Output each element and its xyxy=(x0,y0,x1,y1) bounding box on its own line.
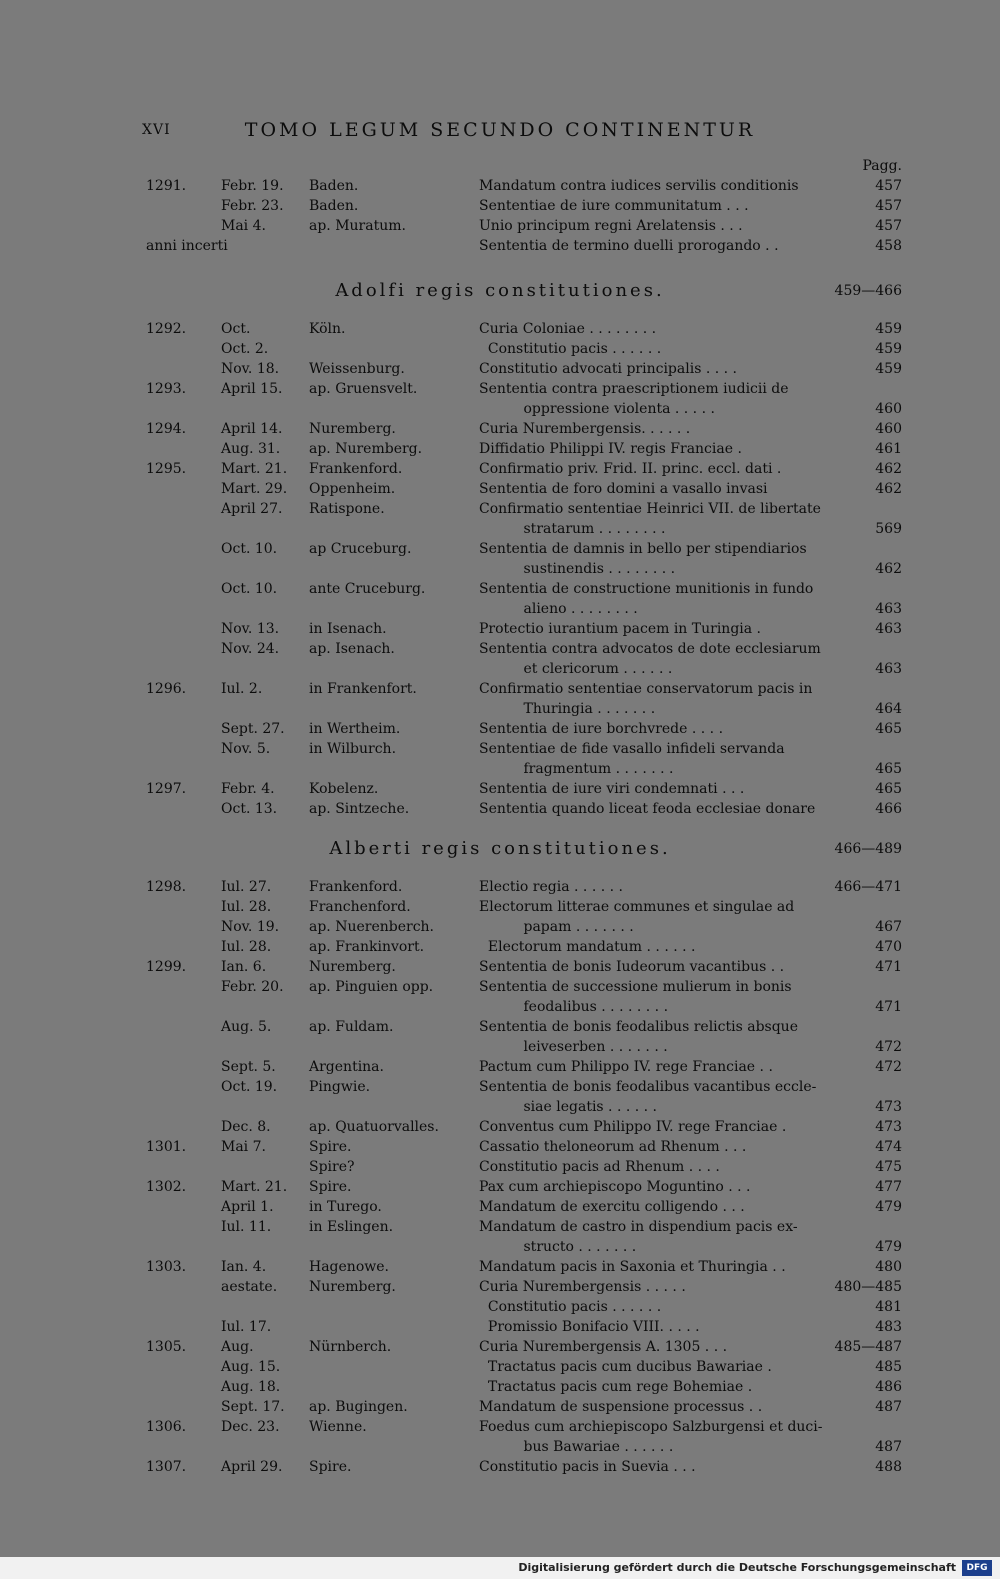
entry-title: Electorum litterae communes et singulae ad xyxy=(479,899,795,915)
entry-place: ap. Sintzeche. xyxy=(309,801,410,817)
entry-date: Nov. 5. xyxy=(221,741,271,757)
toc-row xyxy=(0,400,902,418)
entry-title: Mandatum de suspensione processus . . xyxy=(479,1399,763,1415)
entry-date: Sept. 27. xyxy=(221,721,285,737)
toc-row xyxy=(0,1058,902,1076)
entry-year: 1303. xyxy=(146,1259,187,1275)
entry-date: Oct. 13. xyxy=(221,801,278,817)
section-range-adolfi: 459—466 xyxy=(834,283,902,299)
entry-title: Sententia de foro domini a vasallo invasi xyxy=(479,481,768,497)
entry-date: Dec. 23. xyxy=(221,1419,280,1435)
entry-place: in Wertheim. xyxy=(309,721,401,737)
toc-row xyxy=(0,700,902,718)
entry-page: 473 xyxy=(875,1119,902,1135)
toc-row xyxy=(0,440,902,458)
toc-row xyxy=(0,1198,902,1216)
entry-page: 462 xyxy=(875,561,902,577)
toc-row xyxy=(0,580,902,598)
entry-page: 460 xyxy=(875,421,902,437)
entry-year: 1295. xyxy=(146,461,187,477)
entry-page: 471 xyxy=(875,999,902,1015)
toc-row xyxy=(0,1438,902,1456)
entry-title: Confirmatio sententiae Heinrici VII. de libertate xyxy=(479,501,821,517)
entry-year: 1294. xyxy=(146,421,187,437)
entry-title: Pax cum archiepiscopo Moguntino . . . xyxy=(479,1179,751,1195)
entry-date: Aug. xyxy=(221,1339,254,1355)
entry-title: leiveserben . . . . . . . xyxy=(479,1039,668,1055)
entry-title: Sententiae de iure communitatum . . . xyxy=(479,198,749,214)
running-head: TOMO LEGUM SECUNDO CONTINENTUR xyxy=(244,119,756,141)
entry-title: Sententia de successione mulierum in bonis xyxy=(479,979,792,995)
entry-year: 1293. xyxy=(146,381,187,397)
entry-title: Sententia de constructione munitionis in fundo xyxy=(479,581,814,597)
entry-page: 459 xyxy=(875,321,902,337)
entry-page: 459 xyxy=(875,361,902,377)
toc-row xyxy=(0,197,902,215)
entry-title: Constitutio pacis ad Rhenum . . . . xyxy=(479,1159,720,1175)
toc-row xyxy=(0,878,902,896)
entry-date: Nov. 18. xyxy=(221,361,280,377)
entry-page: 464 xyxy=(875,701,902,717)
entry-page: 477 xyxy=(875,1179,902,1195)
entry-page: 483 xyxy=(875,1319,902,1335)
toc-row xyxy=(0,660,902,678)
entry-year: 1305. xyxy=(146,1339,187,1355)
toc-row xyxy=(0,1258,902,1276)
entry-title: Confirmatio priv. Frid. II. princ. eccl. dati . xyxy=(479,461,782,477)
entry-date: Oct. 10. xyxy=(221,541,278,557)
entry-date: April 29. xyxy=(221,1459,283,1475)
entry-date: Febr. 20. xyxy=(221,979,284,995)
entry-year: 1306. xyxy=(146,1419,187,1435)
entry-title: stratarum . . . . . . . . xyxy=(479,521,666,537)
entry-year: 1298. xyxy=(146,879,187,895)
entry-place: ap. Nuerenberch. xyxy=(309,919,435,935)
entry-date: Oct. xyxy=(221,321,251,337)
entry-title: Electorum mandatum . . . . . . xyxy=(479,939,696,955)
entry-page: 465 xyxy=(875,761,902,777)
entry-place: Baden. xyxy=(309,178,359,194)
entry-year: 1299. xyxy=(146,959,187,975)
entry-place: ap Cruceburg. xyxy=(309,541,412,557)
entry-date: Sept. 17. xyxy=(221,1399,285,1415)
toc-row xyxy=(0,640,902,658)
entry-title: Curia Coloniae . . . . . . . . xyxy=(479,321,657,337)
entry-place: in Wilburch. xyxy=(309,741,397,757)
entry-place: ap. Gruensvelt. xyxy=(309,381,418,397)
entry-place: Pingwie. xyxy=(309,1079,371,1095)
toc-row xyxy=(0,938,902,956)
entry-title: Curia Nurembergensis. . . . . . xyxy=(479,421,691,437)
entry-page: 487 xyxy=(875,1399,902,1415)
toc-row xyxy=(0,760,902,778)
entry-date: Nov. 19. xyxy=(221,919,280,935)
entry-place: Argentina. xyxy=(309,1059,384,1075)
entry-date: Iul. 17. xyxy=(221,1319,272,1335)
entry-place: Spire. xyxy=(309,1139,352,1155)
entry-place: Spire. xyxy=(309,1459,352,1475)
entry-page: 465 xyxy=(875,781,902,797)
toc-row xyxy=(0,1278,902,1296)
entry-place: Oppenheim. xyxy=(309,481,396,497)
toc-row xyxy=(0,1218,902,1236)
entry-title: Sententia de damnis in bello per stipendiarios xyxy=(479,541,807,557)
toc-row xyxy=(0,680,902,698)
entry-place: Spire. xyxy=(309,1179,352,1195)
entry-title: Promissio Bonifacio VIII. . . . . xyxy=(479,1319,700,1335)
entry-title: Sententia de termino duelli prorogando . . xyxy=(479,238,779,254)
entry-title: structo . . . . . . . xyxy=(479,1239,637,1255)
entry-place: ap. Quatuorvalles. xyxy=(309,1119,439,1135)
entry-place: ap. Nuremberg. xyxy=(309,441,423,457)
entry-page: 458 xyxy=(875,238,902,254)
entry-date: Oct. 2. xyxy=(221,341,269,357)
footer-bar xyxy=(0,1557,1000,1579)
entry-place: Frankenford. xyxy=(309,461,403,477)
entry-place: ap. Isenach. xyxy=(309,641,395,657)
entry-title: papam . . . . . . . xyxy=(479,919,634,935)
entry-page: 481 xyxy=(875,1299,902,1315)
entry-date: Febr. 4. xyxy=(221,781,275,797)
entry-title: Sententia contra advocatos de dote ecclesiarum xyxy=(479,641,821,657)
entry-page: 485—487 xyxy=(834,1339,902,1355)
entry-place: ante Cruceburg. xyxy=(309,581,426,597)
entry-title: Diffidatio Philippi IV. regis Franciae . xyxy=(479,441,742,457)
entry-title: et clericorum . . . . . . xyxy=(479,661,673,677)
entry-title: Sententia quando liceat feoda ecclesiae donare xyxy=(479,801,816,817)
entry-page: 569 xyxy=(875,521,902,537)
entry-page: 474 xyxy=(875,1139,902,1155)
toc-row xyxy=(0,217,902,235)
toc-row xyxy=(0,420,902,438)
entry-page: 480 xyxy=(875,1259,902,1275)
entry-title: Sententia de bonis feodalibus relictis absque xyxy=(479,1019,798,1035)
entry-page: 466 xyxy=(875,801,902,817)
entry-place: ap. Muratum. xyxy=(309,218,406,234)
toc-row xyxy=(0,1358,902,1376)
toc-row xyxy=(0,1318,902,1336)
entry-page: 459 xyxy=(875,341,902,357)
toc-row xyxy=(0,620,902,638)
toc-row xyxy=(0,540,902,558)
toc-row xyxy=(0,1378,902,1396)
entry-place: in Eslingen. xyxy=(309,1219,394,1235)
toc-row xyxy=(0,800,902,818)
entry-page: 467 xyxy=(875,919,902,935)
toc-row xyxy=(0,600,902,618)
entry-title: feodalibus . . . . . . . . xyxy=(479,999,669,1015)
entry-place: Frankenford. xyxy=(309,879,403,895)
entry-place: Spire? xyxy=(309,1159,355,1175)
entry-title: bus Bawariae . . . . . . xyxy=(479,1439,674,1455)
toc-row xyxy=(0,380,902,398)
section-range-alberti: 466—489 xyxy=(834,841,902,857)
toc-row xyxy=(0,520,902,538)
entry-year: anni incerti xyxy=(146,238,228,254)
entry-place: Baden. xyxy=(309,198,359,214)
toc-row xyxy=(0,898,902,916)
entry-place: ap. Bugingen. xyxy=(309,1399,408,1415)
entry-page: 479 xyxy=(875,1239,902,1255)
entry-title: siae legatis . . . . . . xyxy=(479,1099,658,1115)
section-title-alberti: Alberti regis constitutiones. xyxy=(329,838,671,859)
entry-title: Mandatum de exercitu colligendo . . . xyxy=(479,1199,745,1215)
entry-date: Aug. 15. xyxy=(221,1359,281,1375)
entry-place: Köln. xyxy=(309,321,346,337)
entry-page: 480—485 xyxy=(834,1279,902,1295)
entry-place: Franchenford. xyxy=(309,899,411,915)
entry-place: Nuremberg. xyxy=(309,1279,396,1295)
entry-page: 465 xyxy=(875,721,902,737)
entry-title: Curia Nurembergensis A. 1305 . . . xyxy=(479,1339,728,1355)
toc-row xyxy=(0,1178,902,1196)
toc-row xyxy=(0,320,902,338)
entry-page: 486 xyxy=(875,1379,902,1395)
entry-place: Nuremberg. xyxy=(309,959,396,975)
entry-date: Aug. 31. xyxy=(221,441,281,457)
entry-year: 1292. xyxy=(146,321,187,337)
entry-title: Sententia de bonis feodalibus vacantibus eccle- xyxy=(479,1079,817,1095)
entry-title: Tractatus pacis cum ducibus Bawariae . xyxy=(479,1359,772,1375)
entry-page: 479 xyxy=(875,1199,902,1215)
entry-date: Oct. 19. xyxy=(221,1079,278,1095)
toc-row xyxy=(0,1298,902,1316)
entry-page: 472 xyxy=(875,1039,902,1055)
toc-row xyxy=(0,1338,902,1356)
section-title-adolfi: Adolfi regis constitutiones. xyxy=(335,280,665,301)
entry-title: Constitutio pacis . . . . . . xyxy=(479,1299,662,1315)
toc-row xyxy=(0,1138,902,1156)
toc-row xyxy=(0,1418,902,1436)
toc-row xyxy=(0,1118,902,1136)
entry-title: Tractatus pacis cum rege Bohemiae . xyxy=(479,1379,753,1395)
toc-row xyxy=(0,918,902,936)
entry-page: 461 xyxy=(875,441,902,457)
footer-credit: Digitalisierung gefördert durch die Deutsche Forschungsgemeinschaft xyxy=(518,1561,956,1574)
entry-page: 457 xyxy=(875,198,902,214)
entry-title: Conventus cum Philippo IV. rege Franciae . xyxy=(479,1119,787,1135)
entry-year: 1297. xyxy=(146,781,187,797)
entry-place: Nürnberch. xyxy=(309,1339,392,1355)
entry-page: 471 xyxy=(875,959,902,975)
entry-page: 462 xyxy=(875,481,902,497)
entry-date: aestate. xyxy=(221,1279,278,1295)
entry-title: Mandatum pacis in Saxonia et Thuringia . . xyxy=(479,1259,786,1275)
toc-row xyxy=(0,1038,902,1056)
entry-title: alieno . . . . . . . . xyxy=(479,601,638,617)
entry-date: April 15. xyxy=(221,381,283,397)
entry-date: Mart. 21. xyxy=(221,461,288,477)
entry-page: 487 xyxy=(875,1439,902,1455)
entry-title: Electio regia . . . . . . xyxy=(479,879,623,895)
toc-row xyxy=(0,500,902,518)
toc-row xyxy=(0,1398,902,1416)
entry-title: Constitutio advocati principalis . . . . xyxy=(479,361,737,377)
entry-date: Iul. 28. xyxy=(221,899,272,915)
entry-date: Iul. 11. xyxy=(221,1219,272,1235)
entry-title: Constitutio pacis in Suevia . . . xyxy=(479,1459,696,1475)
entry-page: 466—471 xyxy=(834,879,902,895)
toc-row xyxy=(0,1238,902,1256)
entry-title: Unio principum regni Arelatensis . . . xyxy=(479,218,743,234)
toc-row xyxy=(0,978,902,996)
entry-page: 473 xyxy=(875,1099,902,1115)
entry-place: ap. Fuldam. xyxy=(309,1019,394,1035)
entry-date: April 14. xyxy=(221,421,283,437)
entry-page: 457 xyxy=(875,178,902,194)
entry-title: Pactum cum Philippo IV. rege Franciae . . xyxy=(479,1059,773,1075)
entry-place: in Isenach. xyxy=(309,621,387,637)
entry-title: Constitutio pacis . . . . . . xyxy=(479,341,662,357)
toc-row xyxy=(0,1458,902,1476)
entry-page: 470 xyxy=(875,939,902,955)
entry-place: Kobelenz. xyxy=(309,781,379,797)
entry-place: Weissenburg. xyxy=(309,361,405,377)
page-number: XVI xyxy=(142,122,171,138)
entry-title: oppressione violenta . . . . . xyxy=(479,401,715,417)
entry-title: Foedus cum archiepiscopo Salzburgensi et duci- xyxy=(479,1419,823,1435)
entry-date: Oct. 10. xyxy=(221,581,278,597)
entry-date: Mai 7. xyxy=(221,1139,266,1155)
entry-date: Iul. 28. xyxy=(221,939,272,955)
pagg-label: Pagg. xyxy=(862,158,902,174)
entry-title: Mandatum de castro in dispendium pacis ex- xyxy=(479,1219,798,1235)
entry-date: Mai 4. xyxy=(221,218,266,234)
toc-row xyxy=(0,720,902,738)
entry-title: Thuringia . . . . . . . xyxy=(479,701,656,717)
entry-title: Cassatio theloneorum ad Rhenum . . . xyxy=(479,1139,747,1155)
toc-row xyxy=(0,1018,902,1036)
entry-place: in Frankenfort. xyxy=(309,681,417,697)
entry-title: Sententia de bonis Iudeorum vacantibus . . xyxy=(479,959,785,975)
toc-row xyxy=(0,1078,902,1096)
entry-title: Protectio iurantium pacem in Turingia . xyxy=(479,621,762,637)
entry-date: Aug. 5. xyxy=(221,1019,272,1035)
entry-year: 1291. xyxy=(146,178,187,194)
entry-page: 488 xyxy=(875,1459,902,1475)
toc-row xyxy=(0,1158,902,1176)
entry-place: Wienne. xyxy=(309,1419,367,1435)
entry-date: Ian. 4. xyxy=(221,1259,267,1275)
entry-date: April 27. xyxy=(221,501,283,517)
entry-date: Febr. 23. xyxy=(221,198,284,214)
entry-year: 1302. xyxy=(146,1179,187,1195)
toc-row xyxy=(0,340,902,358)
entry-date: Dec. 8. xyxy=(221,1119,271,1135)
toc-row xyxy=(0,958,902,976)
entry-title: Sententia contra praescriptionem iudicii de xyxy=(479,381,789,397)
entry-date: Febr. 19. xyxy=(221,178,284,194)
entry-page: 485 xyxy=(875,1359,902,1375)
entry-date: Aug. 18. xyxy=(221,1379,281,1395)
toc-row xyxy=(0,560,902,578)
entry-title: Sententiae de fide vasallo infideli servanda xyxy=(479,741,785,757)
dfg-logo: DFG xyxy=(962,1560,992,1576)
entry-date: Iul. 2. xyxy=(221,681,263,697)
entry-title: Mandatum contra iudices servilis conditionis xyxy=(479,178,799,194)
entry-year: 1307. xyxy=(146,1459,187,1475)
entry-page: 460 xyxy=(875,401,902,417)
entry-page: 463 xyxy=(875,601,902,617)
entry-year: 1296. xyxy=(146,681,187,697)
entry-date: Nov. 24. xyxy=(221,641,280,657)
toc-row xyxy=(0,740,902,758)
entry-page: 462 xyxy=(875,461,902,477)
toc-row xyxy=(0,480,902,498)
toc-row xyxy=(0,780,902,798)
entry-place: Ratispone. xyxy=(309,501,385,517)
entry-date: Mart. 29. xyxy=(221,481,288,497)
entry-date: April 1. xyxy=(221,1199,274,1215)
entry-place: Nuremberg. xyxy=(309,421,396,437)
entry-page: 475 xyxy=(875,1159,902,1175)
entry-title: Curia Nurembergensis . . . . . xyxy=(479,1279,686,1295)
entry-page: 472 xyxy=(875,1059,902,1075)
entry-date: Nov. 13. xyxy=(221,621,280,637)
entry-title: sustinendis . . . . . . . . xyxy=(479,561,676,577)
entry-place: ap. Pinguien opp. xyxy=(309,979,434,995)
entry-date: Ian. 6. xyxy=(221,959,267,975)
toc-row xyxy=(0,177,902,195)
toc-row xyxy=(0,460,902,478)
entry-title: Sententia de iure viri condemnati . . . xyxy=(479,781,745,797)
entry-title: Sententia de iure borchvrede . . . . xyxy=(479,721,724,737)
entry-year: 1301. xyxy=(146,1139,187,1155)
entry-place: ap. Frankinvort. xyxy=(309,939,425,955)
entry-page: 463 xyxy=(875,621,902,637)
entry-place: in Turego. xyxy=(309,1199,382,1215)
entry-place: Hagenowe. xyxy=(309,1259,389,1275)
toc-row xyxy=(0,1098,902,1116)
entry-page: 463 xyxy=(875,661,902,677)
toc-row xyxy=(0,998,902,1016)
toc-row xyxy=(0,237,902,255)
entry-date: Mart. 21. xyxy=(221,1179,288,1195)
entry-date: Sept. 5. xyxy=(221,1059,276,1075)
entry-title: fragmentum . . . . . . . xyxy=(479,761,674,777)
entry-date: Iul. 27. xyxy=(221,879,272,895)
entry-page: 457 xyxy=(875,218,902,234)
toc-row xyxy=(0,360,902,378)
entry-title: Confirmatio sententiae conservatorum pacis in xyxy=(479,681,813,697)
